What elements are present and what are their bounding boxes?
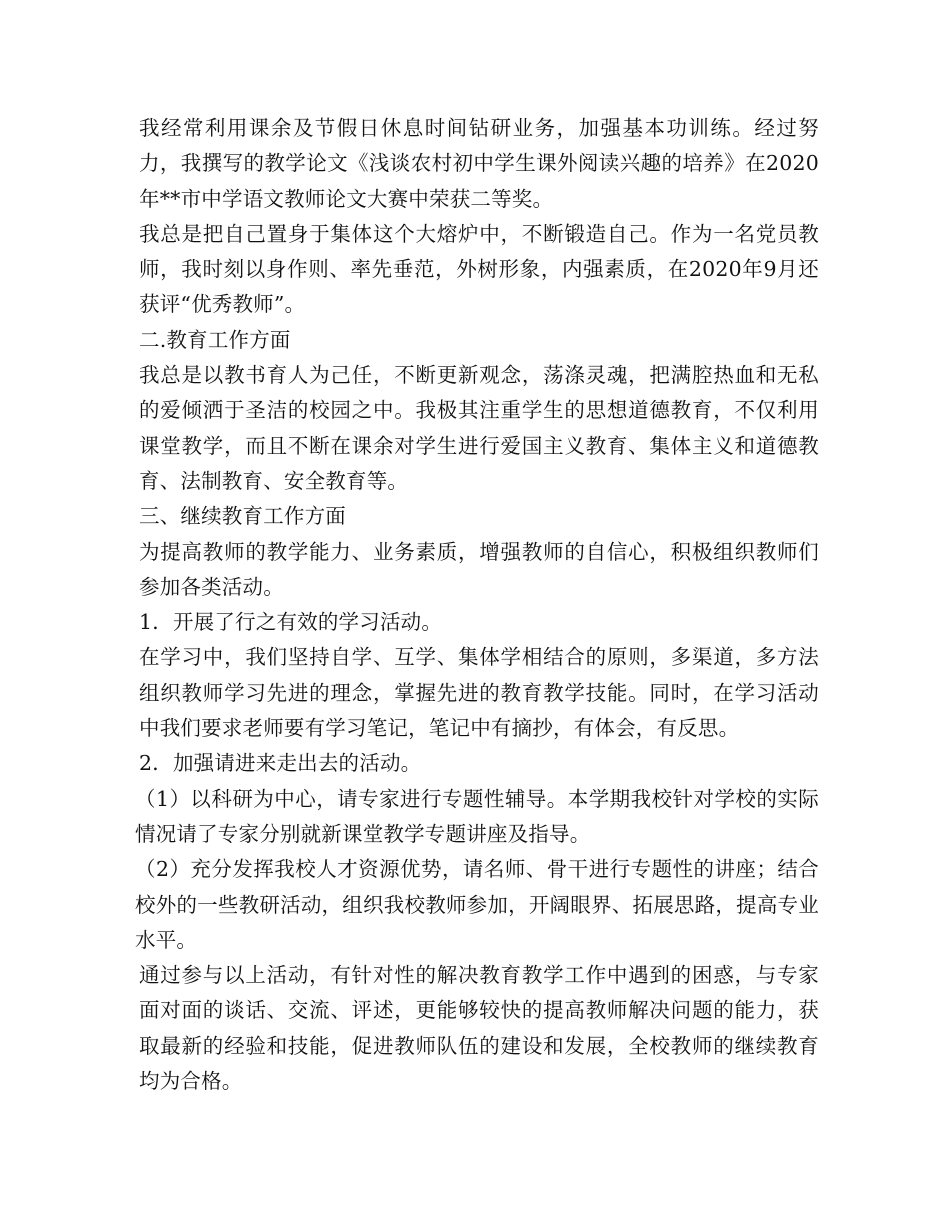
section-heading-education: 二.教育工作方面 [139, 327, 291, 352]
paragraph-summary: 通过参与以上活动，有针对性的解决教育教学工作中遇到的困惑，与专家面对面的谈话、交流、评述，更能够较快的提高教师解决问题的能力，获取最新的经验和技能，促进教师队伍的建设和发展，全校教师的继续教育均为合格。 [139, 963, 819, 1094]
item-heading-learning-activities: 1．开展了行之有效的学习活动。 [139, 610, 443, 635]
sub-item-talent-resources: （2）充分发挥我校人才资源优势，请名师、骨干进行专题性的讲座；结合校外的一些教研活动，组织我校教师参加，开阔眼界、拓展思路，提高专业水平。 [135, 857, 819, 952]
item-heading-exchange-activities: 2．加强请进来走出去的活动。 [139, 751, 422, 776]
paragraph-learning-methods: 在学习中，我们坚持自学、互学、集体学相结合的原则，多渠道，多方法组织教师学习先进的理念，掌握先进的教育教学技能。同时，在学习活动中我们要求老师要有学习笔记，笔记中有摘抄，有体会，有反思。 [139, 645, 819, 741]
sub-item-expert-guidance: （1）以科研为中心，请专家进行专题性辅导。本学期我校针对学校的实际情况请了专家分别就新课堂教学专题讲座及指导。 [135, 786, 819, 846]
paragraph-moral-education: 我总是以教书育人为己任，不断更新观念，荡涤灵魂，把满腔热血和无私的爱倾洒于圣洁的校园之中。我极其注重学生的思想道德教育，不仅利用课堂教学，而且不断在课余对学生进行爱国主义教育、集体主义和道德教育、法制教育、安全教育等。 [139, 363, 819, 493]
paragraph-research-award: 我经常利用课余及节假日休息时间钻研业务，加强基本功训练。经过努力，我撰写的教学论文《浅谈农村初中学生课外阅读兴趣的培养》在2020年**市中学语文教师论文大赛中荣获二等奖。 [139, 116, 819, 211]
section-heading-continuing-education: 三、继续教育工作方面 [139, 504, 346, 529]
document-body [135, 111, 819, 1099]
paragraph-organize-activities: 为提高教师的教学能力、业务素质，增强教师的自信心，积极组织教师们参加各类活动。 [139, 539, 819, 599]
paragraph-party-member: 我总是把自己置身于集体这个大熔炉中，不断锻造自己。作为一名党员教师，我时刻以身作则、率先垂范，外树形象，内强素质，在2020年9月还获评“优秀教师”。 [139, 221, 819, 317]
